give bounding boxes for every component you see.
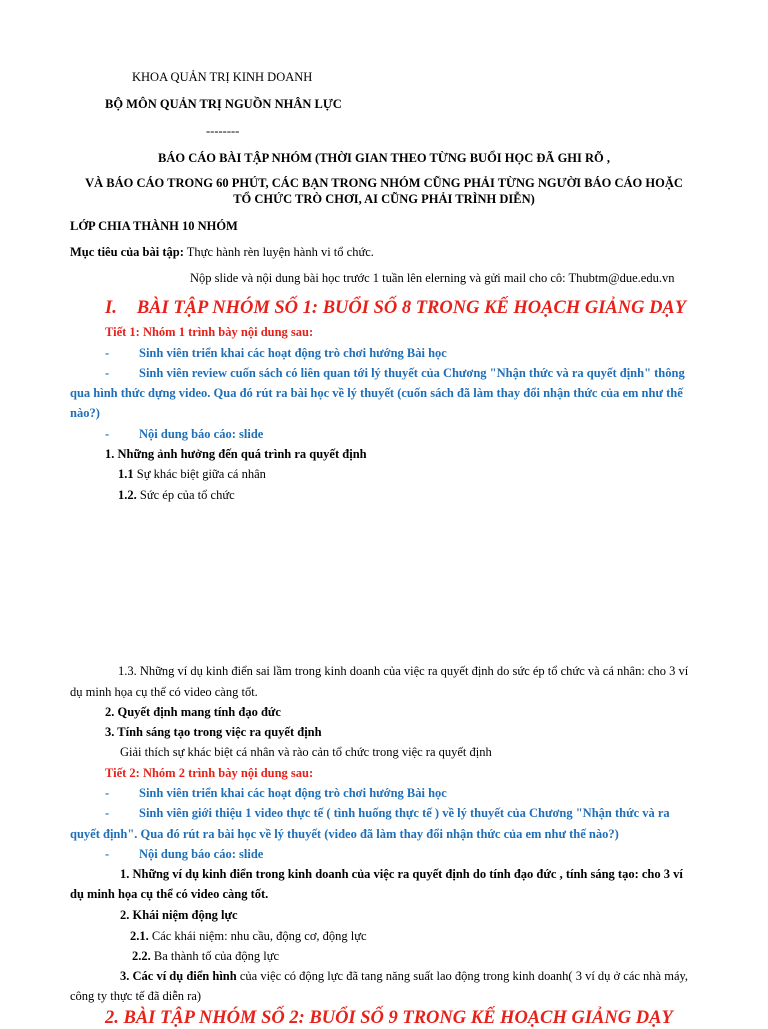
objective-text: Thực hành rèn luyện hành vi tổ chức. [183,245,374,259]
item-1-3-line-2: dụ minh họa cụ thể có video càng tốt. [70,685,258,699]
item-1: 1. Những ảnh hưởng đến quá trình ra quyết định [105,447,367,461]
bullet-text: Sinh viên giới thiệu 1 video thực tế ( tình huống thực tế ) về lý thuyết của Chương "Nhận thức và ra [139,806,670,820]
item-number: 1.1 [118,467,134,481]
p2-item-2-2 [132,948,279,964]
report-title-line-2: VÀ BÁO CÁO TRONG 60 PHÚT, CÁC BẠN TRONG NHÓM CŨNG PHẢI TỪNG NGƯỜI BÁO CÁO HOẶC [85,176,683,190]
p2-item-1-line-1: 1. Những ví dụ kinh điển trong kinh doanh của việc ra quyết định do tính đạo đức , tính sáng tạo: cho 3 ví [120,867,683,881]
report-title-line-3: TỔ CHỨC TRÒ CHƠI, AI CŨNG PHẢI TRÌNH DIỄN) [233,192,535,206]
faculty-heading: KHOA QUẢN TRỊ KINH DOANH [132,70,313,84]
item-2: 2. Quyết định mang tính đạo đức [105,705,281,719]
p2-item-1-line-2: dụ minh họa cụ thể có video càng tốt. [70,887,269,901]
bullet-text: Sinh viên triển khai các hoạt động trò chơi hướng Bài học [139,346,447,360]
bullet-text: Nội dung báo cáo: slide [139,847,264,861]
class-split-heading: LỚP CHIA THÀNH 10 NHÓM [70,219,238,233]
item-number: 3. Các ví dụ điển hình [120,969,237,983]
bullet-report-content-2 [105,846,263,862]
bullet-book-review-line-1 [105,365,685,381]
bullet-game-activity-1 [105,345,447,361]
bullet-marker: - [105,366,110,380]
item-number: 1.2. [118,488,137,502]
bullet-marker: - [105,806,110,820]
p2-item-3-line-2: công ty thực tế đã diễn ra) [70,989,202,1003]
item-text: Sự khác biệt giữa cá nhân [133,467,266,481]
p2-item-2-1 [130,928,367,944]
period-1-heading: Tiết 1: Nhóm 1 trình bày nội dung sau: [105,325,314,339]
objective-line [70,244,374,260]
section-2-heading: 2. BÀI TẬP NHÓM SỐ 2: BUỔI SỐ 9 TRONG KẾ HOẠCH GIẢNG DẠY [105,1008,673,1028]
item-1-2 [118,487,235,503]
bullet-marker: - [105,427,110,441]
item-number: 2.2. [132,949,151,963]
bullet-video-intro-line-2: quyết định". Qua đó rút ra bài học về lý thuyết (video đã làm thay đổi nhận thức của em như thế nào?) [70,827,619,841]
item-number: 2.1. [130,929,149,943]
bullet-text: Nội dung báo cáo: slide [139,427,264,441]
header-separator: -------- [206,124,240,138]
item-1-3-line-1: 1.3. Những ví dụ kinh điển sai lầm trong kinh doanh của việc ra quyết định do sức ép tổ chức và cá nhân: cho 3 ví [118,664,689,678]
bullet-marker: - [105,346,110,360]
item-text: Ba thành tố của động lực [150,949,280,963]
department-heading: BỘ MÔN QUẢN TRỊ NGUỒN NHÂN LỰC [105,97,342,111]
bullet-report-content-1 [105,426,263,442]
bullet-video-intro-line-1 [105,805,670,821]
section-1-number: I. [105,298,117,318]
item-text: của việc có động lực đã tang năng suất lao động trong kinh doanh( 3 ví dụ ở các nhà máy, [236,969,689,983]
p2-item-2: 2. Khái niệm động lực [120,908,238,922]
item-text: Sức ép của tổ chức [136,488,235,502]
report-title-line-1: BÁO CÁO BÀI TẬP NHÓM (THỜI GIAN THEO TỪNG BUỔI HỌC ĐÃ GHI RÕ , [157,151,611,165]
objective-label: Mục tiêu của bài tập: [70,245,184,259]
item-text: Các khái niệm: nhu cầu, động cơ, động lực [148,929,367,943]
item-1-1 [118,466,266,482]
bullet-game-activity-2 [105,785,447,801]
bullet-text: Sinh viên triển khai các hoạt động trò chơi hướng Bài học [139,786,447,800]
p2-item-3-line-1 [120,968,688,984]
period-2-heading: Tiết 2: Nhóm 2 trình bày nội dung sau: [105,766,314,780]
item-3-note: Giải thích sự khác biệt cá nhân và rào cản tổ chức trong việc ra quyết định [120,745,492,759]
bullet-marker: - [105,786,110,800]
bullet-text: Sinh viên review cuốn sách có liên quan tới lý thuyết của Chương "Nhận thức và ra quyết định" thông [139,366,685,380]
section-1-title: BÀI TẬP NHÓM SỐ 1: BUỔI SỐ 8 TRONG KẾ HOẠCH GIẢNG DẠY [136,298,687,318]
submission-note: Nộp slide và nội dung bài học trước 1 tuần lên elerning và gửi mail cho cô: Thubtm@due.edu.vn [190,271,675,285]
section-1-heading [105,297,686,319]
item-3: 3. Tính sáng tạo trong việc ra quyết định [105,725,322,739]
bullet-book-review-rest: qua hình thức dựng video. Qua đó rút ra bài học về lý thuyết (cuốn sách đã làm thay đổi nhận thức của em như thế nào?) [70,386,683,420]
bullet-marker: - [105,847,110,861]
